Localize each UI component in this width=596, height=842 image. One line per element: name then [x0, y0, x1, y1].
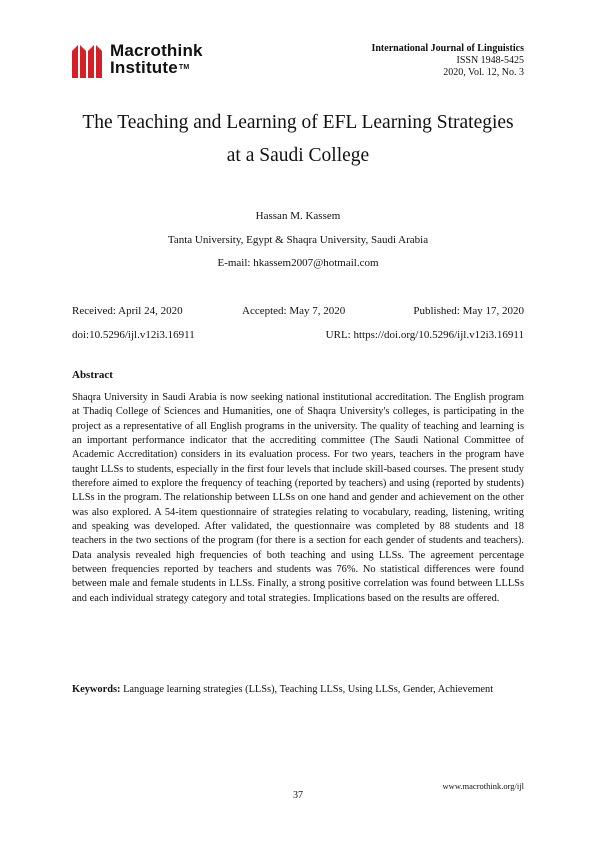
title-line-2: at a Saudi College	[226, 145, 370, 166]
keywords-label: Keywords:	[72, 684, 121, 695]
logo-line-1: Macrothink	[110, 41, 203, 60]
journal-volume: 2020, Vol. 12, No. 3	[443, 67, 524, 78]
accepted-date: Accepted: May 7, 2020	[242, 305, 346, 317]
paper-title	[60, 106, 536, 172]
author-email: E-mail: hkassem2007@hotmail.com	[217, 257, 379, 269]
journal-issn: ISSN 1948-5425	[456, 55, 524, 66]
logo-trademark: TM	[178, 64, 190, 71]
macrothink-logo-icon	[72, 42, 108, 78]
page-number: 37	[293, 790, 303, 801]
title-line-1: The Teaching and Learning of EFL Learning Strategies	[82, 112, 514, 133]
publisher-logo-text	[110, 42, 203, 76]
logo-line-2: Institute	[110, 58, 178, 77]
keywords-text: Language learning strategies (LLSs), Teaching LLSs, Using LLSs, Gender, Achievement	[120, 684, 494, 695]
abstract-text: Shaqra University in Saudi Arabia is now seeking national institutional accreditation. The English program at Thadiq College of Sciences and Humanities, one of Shaqra University's colleges, is participating in the project as a representative of all English programs in the university. The quality of teaching and learning is an important performance indicator that the accrediting committee (The Saudi National Committee of Academic Accreditation) considers in its evaluation process. For two years, teachers in the program have taught LLSs to students, especially in the first four levels that include skill-based courses. The present study therefore aimed to explore the frequency of teaching (reported by teachers) and using (reported by students) LLSs in the program. The relationship between LLSs on one hand and gender and achievement on the other was also explored. A 54-item questionnaire of strategies relating to vocabulary, reading, listening, writing and speaking was developed. After validated, the questionnaire was completed by 88 students and 18 teachers in the two sections of the program (for there is a section for each gender of students and teachers). Data analysis revealed high frequencies of both teaching and using LLSs. The agreement percentage between frequencies reported by teachers and students was 76%. No statistical differences were found between male and female students in LLSs. Finally, a strong positive correlation was found between LLLSs and each individual strategy category and total strategies. Implications based on the results are offered.	[72, 392, 524, 604]
doi-url[interactable]: URL: https://doi.org/10.5296/ijl.v12i3.16911	[325, 329, 524, 341]
received-date: Received: April 24, 2020	[72, 305, 183, 317]
publication-dates	[72, 299, 524, 347]
journal-name: International Journal of Linguistics	[371, 43, 524, 54]
footer-url[interactable]: www.macrothink.org/ijl	[442, 781, 524, 791]
author-block	[60, 205, 536, 276]
author-name: Hassan M. Kassem	[255, 210, 341, 222]
abstract-heading: Abstract	[72, 369, 113, 381]
journal-info	[371, 43, 524, 79]
published-date: Published: May 17, 2020	[413, 305, 524, 317]
doi: doi:10.5296/ijl.v12i3.16911	[72, 329, 195, 341]
publisher-logo	[72, 42, 232, 78]
keywords	[72, 683, 524, 698]
author-affiliation: Tanta University, Egypt & Shaqra University, Saudi Arabia	[167, 233, 429, 246]
